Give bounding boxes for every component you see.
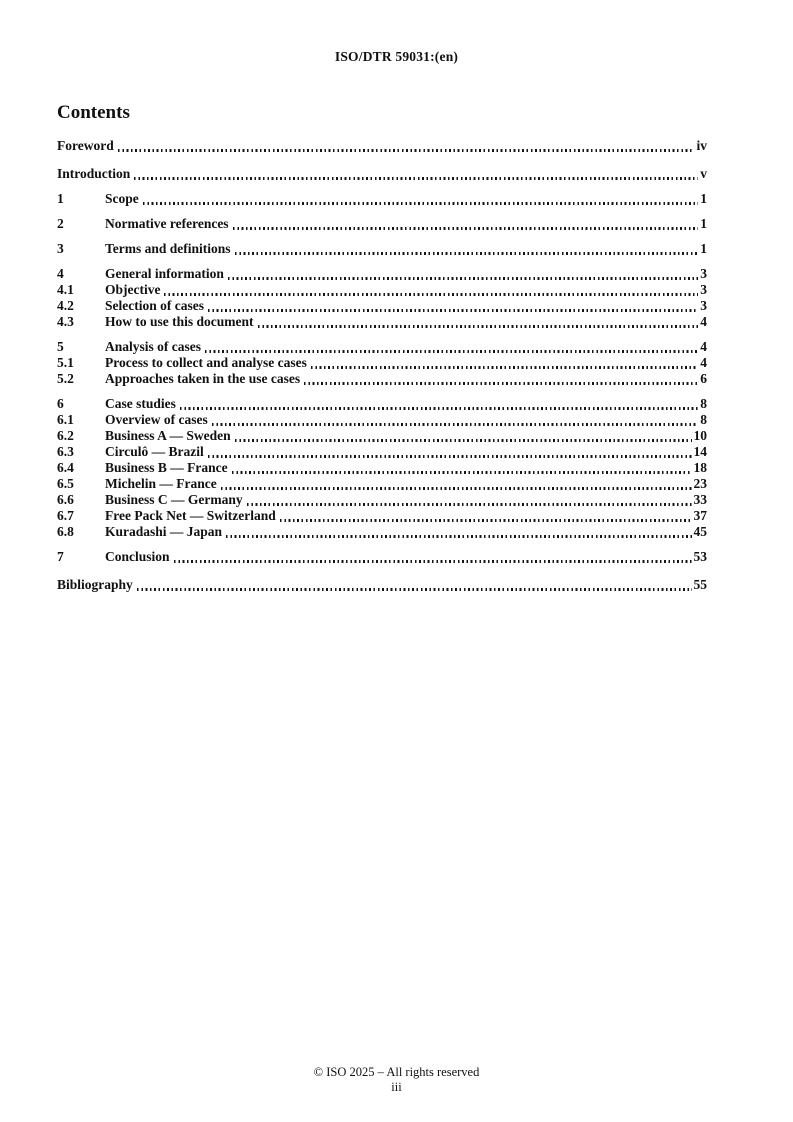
toc-entry-number: 4.3 (57, 314, 74, 329)
toc-entry-page: 8 (700, 412, 707, 427)
toc-entry[interactable] (57, 492, 707, 508)
toc-entry-page: 37 (693, 508, 707, 523)
toc-entry[interactable] (57, 577, 707, 593)
toc-entry-label: Case studies (105, 396, 176, 411)
toc-entry-number: 7 (57, 549, 64, 564)
toc-entry-page: 23 (693, 476, 707, 491)
copyright-notice: © ISO 2025 – All rights reserved (313, 1065, 480, 1079)
toc-entry-label: How to use this document (105, 314, 254, 329)
table-of-contents (57, 101, 707, 593)
toc-entry-label: Michelin — France (105, 476, 217, 491)
dot-leader (235, 439, 692, 441)
toc-entry-page: 4 (700, 314, 707, 329)
toc-entry[interactable] (57, 241, 707, 257)
dot-leader (143, 202, 699, 204)
toc-entry-label: General information (105, 266, 224, 281)
toc-entry-page: 3 (700, 298, 707, 313)
toc-entry[interactable] (57, 412, 707, 428)
toc-entry[interactable] (57, 444, 707, 460)
dot-leader (164, 293, 698, 295)
toc-entry-page: 1 (700, 191, 707, 206)
toc-entry-number: 4 (57, 266, 64, 281)
toc-entry-number: 6.8 (57, 524, 74, 539)
contents-title: Contents (57, 102, 130, 123)
toc-entry-label: Terms and definitions (105, 241, 231, 256)
toc-entry-number: 4.1 (57, 282, 74, 297)
toc-entry-page: 4 (700, 339, 707, 354)
toc-entry-label: Objective (105, 282, 161, 297)
toc-entry[interactable] (57, 549, 707, 565)
toc-entry-label: Scope (105, 191, 139, 206)
toc-entry-label: Business B — France (105, 460, 228, 475)
toc-entry-page: 45 (693, 524, 707, 539)
dot-leader (233, 227, 699, 229)
document-reference: ISO/DTR 59031:(en) (334, 49, 459, 64)
toc-entry-number: 6.3 (57, 444, 74, 459)
toc-entry-number: 5.2 (57, 371, 74, 386)
toc-entry-label: Introduction (57, 166, 131, 181)
toc-entry-label: Free Pack Net — Switzerland (105, 508, 276, 523)
toc-entry-list (57, 138, 707, 593)
toc-entry[interactable] (57, 476, 707, 492)
toc-entry-page: iv (696, 138, 707, 153)
toc-entry[interactable] (57, 138, 707, 154)
toc-entry-number: 2 (57, 216, 64, 231)
toc-entry[interactable] (57, 339, 707, 355)
page-number: iii (391, 1080, 402, 1094)
dot-leader (226, 535, 691, 537)
dot-leader (205, 350, 698, 352)
toc-entry-number: 6.7 (57, 508, 74, 523)
toc-entry-label: Circulô — Brazil (105, 444, 204, 459)
dot-leader (174, 560, 692, 562)
toc-entry[interactable] (57, 166, 707, 182)
toc-entry-label: Approaches taken in the use cases (105, 371, 301, 386)
dot-leader (208, 455, 692, 457)
toc-entry-number: 1 (57, 191, 64, 206)
dot-leader (180, 407, 698, 409)
dot-leader (221, 487, 692, 489)
toc-entry-page: v (700, 166, 707, 181)
toc-entry-page: 18 (693, 460, 707, 475)
dot-leader (235, 252, 699, 254)
dot-leader (304, 382, 698, 384)
toc-entry-page: 10 (693, 428, 707, 443)
toc-entry-page: 55 (693, 577, 707, 592)
toc-entry-label: Bibliography (57, 577, 133, 592)
toc-entry[interactable] (57, 355, 707, 371)
toc-entry-page: 3 (700, 282, 707, 297)
toc-entry-label: Selection of cases (105, 298, 204, 313)
page-footer (0, 1065, 793, 1095)
page-header (0, 49, 793, 65)
toc-entry-page: 1 (700, 241, 707, 256)
toc-entry-number: 6.2 (57, 428, 74, 443)
toc-entry[interactable] (57, 191, 707, 207)
toc-entry-number: 6.6 (57, 492, 74, 507)
dot-leader (280, 519, 692, 521)
toc-entry-label: Kuradashi — Japan (105, 524, 223, 539)
toc-entry-label: Foreword (57, 138, 114, 153)
toc-entry[interactable] (57, 396, 707, 412)
toc-entry-number: 6.1 (57, 412, 74, 427)
toc-entry-label: Normative references (105, 216, 229, 231)
toc-entry-number: 6 (57, 396, 64, 411)
toc-entry[interactable] (57, 508, 707, 524)
toc-entry-number: 6.4 (57, 460, 74, 475)
dot-leader (311, 366, 698, 368)
toc-entry[interactable] (57, 298, 707, 314)
dot-leader (258, 325, 699, 327)
toc-entry[interactable] (57, 266, 707, 282)
dot-leader (134, 177, 698, 179)
dot-leader (118, 149, 695, 151)
dot-leader (137, 588, 692, 590)
toc-entry-label: Conclusion (105, 549, 170, 564)
toc-entry-page: 53 (693, 549, 707, 564)
toc-entry[interactable] (57, 371, 707, 387)
toc-entry[interactable] (57, 524, 707, 540)
toc-entry-number: 5 (57, 339, 64, 354)
toc-entry[interactable] (57, 314, 707, 330)
toc-entry[interactable] (57, 282, 707, 298)
toc-entry-label: Analysis of cases (105, 339, 202, 354)
toc-entry-page: 6 (700, 371, 707, 386)
dot-leader (247, 503, 692, 505)
dot-leader (208, 309, 698, 311)
toc-entry-number: 6.5 (57, 476, 74, 491)
dot-leader (232, 471, 692, 473)
toc-entry-number: 4.2 (57, 298, 74, 313)
toc-entry-label: Process to collect and analyse cases (105, 355, 307, 370)
toc-entry[interactable] (57, 216, 707, 232)
toc-entry-number: 3 (57, 241, 64, 256)
toc-entry-page: 8 (700, 396, 707, 411)
toc-entry-label: Business C — Germany (105, 492, 243, 507)
toc-entry-number: 5.1 (57, 355, 74, 370)
toc-entry[interactable] (57, 428, 707, 444)
toc-entry-page: 14 (693, 444, 707, 459)
dot-leader (212, 423, 699, 425)
toc-entry-page: 3 (700, 266, 707, 281)
toc-entry-label: Business A — Sweden (105, 428, 231, 443)
toc-entry-page: 33 (693, 492, 707, 507)
toc-entry[interactable] (57, 460, 707, 476)
dot-leader (228, 277, 698, 279)
toc-entry-label: Overview of cases (105, 412, 208, 427)
toc-entry-page: 1 (700, 216, 707, 231)
toc-entry-page: 4 (700, 355, 707, 370)
